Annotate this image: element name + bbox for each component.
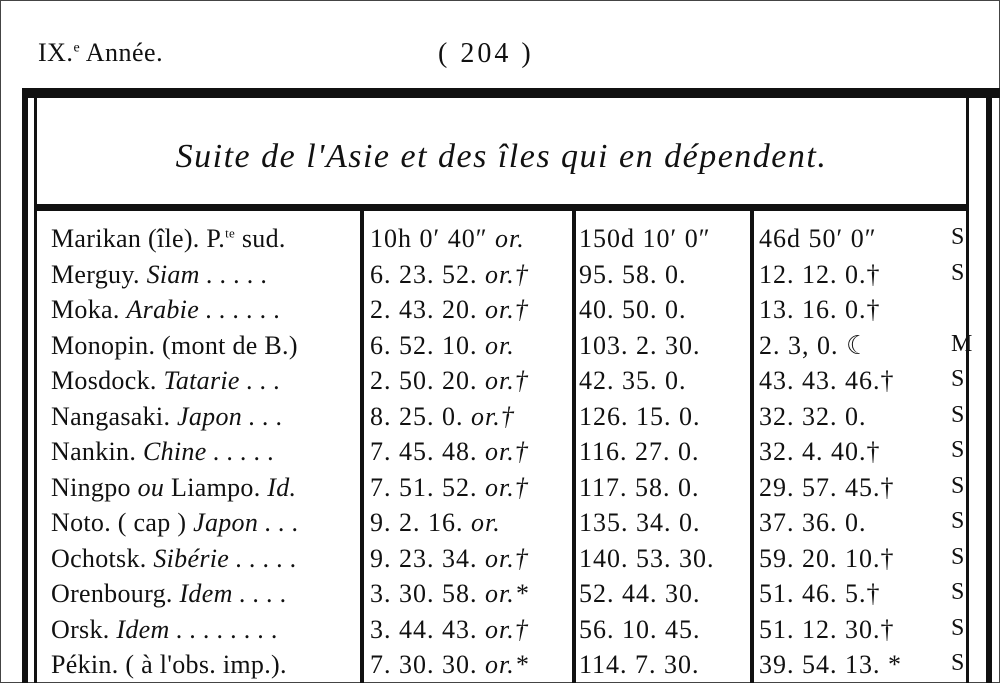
latitude-cell: 39. 54. 13. * xyxy=(759,650,902,679)
flag-cell: S xyxy=(951,614,965,641)
place-name: Orenbourg. xyxy=(51,579,180,608)
time-cell xyxy=(370,366,570,396)
time-value: 10h 0′ 40″ xyxy=(370,224,488,253)
place-sup: te xyxy=(225,225,236,241)
region-name: Chine . . . . . xyxy=(142,437,275,466)
obs-mark: or.* xyxy=(485,650,529,679)
time-value: 2. 43. 20. xyxy=(370,295,478,324)
time-value: 9. 23. 34. xyxy=(370,543,478,573)
latitude-cell: 12. 12. 0.† xyxy=(759,259,881,289)
flag-cell: M xyxy=(951,330,973,357)
longitude-cell: 42. 35. 0. xyxy=(579,366,687,395)
table-row xyxy=(37,329,997,365)
table-row xyxy=(37,222,997,258)
time-value: 7. 30. 30. xyxy=(370,650,478,679)
obs-mark: or.† xyxy=(485,614,529,644)
longitude-cell: 150d 10′ 0″ xyxy=(579,224,711,253)
longitude-cell: 40. 50. 0. xyxy=(579,295,687,324)
latitude-cell: 51. 12. 30.† xyxy=(759,614,895,644)
longitude-cell: 140. 53. 30. xyxy=(579,543,715,573)
latitude-cell: 51. 46. 5.† xyxy=(759,579,881,608)
place-cell xyxy=(51,331,361,361)
latitude-cell: 13. 16. 0.† xyxy=(759,295,881,324)
region-name: Sibérie . . . . . xyxy=(153,543,298,573)
time-cell xyxy=(370,544,570,574)
time-value: 2. 50. 20. xyxy=(370,366,478,395)
place-cell xyxy=(51,402,361,432)
longitude-cell: 56. 10. 45. xyxy=(579,614,701,644)
region-name: ou xyxy=(137,472,165,502)
obs-mark: or. xyxy=(495,224,525,253)
flag-cell: S xyxy=(951,579,965,605)
place-name: Monopin. (mont de B.) xyxy=(51,330,298,360)
place-name: Merguy. xyxy=(51,259,147,289)
latitude-cell: 29. 57. 45.† xyxy=(759,472,895,502)
latitude-cell: 32. 32. 0. xyxy=(759,401,867,431)
place-name: Nankin. xyxy=(51,437,143,466)
region-name: Tatarie . . . xyxy=(163,366,281,395)
place-name: Ningpo xyxy=(51,472,138,502)
place-name: Moka. xyxy=(51,295,127,324)
longitude-cell: 103. 2. 30. xyxy=(579,330,701,360)
latitude-cell: 59. 20. 10.† xyxy=(759,543,895,573)
region-name: Idem . . . . . . . . xyxy=(116,614,279,644)
obs-mark: or.† xyxy=(485,437,529,466)
region-name: Arabie . . . . . . xyxy=(126,295,281,324)
latitude-cell: 46d 50′ 0″ xyxy=(759,224,877,253)
place-suffix: sud. xyxy=(235,224,286,253)
time-cell xyxy=(370,579,570,609)
place-cell xyxy=(51,473,361,503)
longitude-cell: 114. 7. 30. xyxy=(579,650,700,679)
place-cell xyxy=(51,260,361,290)
table-title: Suite de l'Asie et des îles qui en dépendent. xyxy=(175,138,828,175)
flag-cell: S xyxy=(951,224,965,250)
table-row xyxy=(37,364,997,400)
place-cell xyxy=(51,544,361,574)
time-cell xyxy=(370,402,570,432)
obs-mark: or.† xyxy=(485,259,529,289)
flag-cell: S xyxy=(951,401,965,428)
table-top-rule xyxy=(22,88,1000,98)
latitude-cell: 2. 3, 0. ☾ xyxy=(759,330,871,360)
page-number: ( 204 ) xyxy=(438,38,534,69)
place-cell xyxy=(51,508,361,538)
place-cell xyxy=(51,295,361,325)
obs-mark: or.† xyxy=(485,366,529,395)
obs-mark: or.† xyxy=(485,295,529,324)
time-value: 6. 52. 10. xyxy=(370,330,478,360)
time-cell xyxy=(370,615,570,645)
place-cell xyxy=(51,437,361,467)
volume-suffix: Année. xyxy=(80,38,164,67)
flag-cell: S xyxy=(951,543,965,570)
flag-cell: S xyxy=(951,437,965,463)
region-name: Siam . . . . . xyxy=(146,259,268,289)
time-cell xyxy=(370,437,570,467)
longitude-cell: 116. 27. 0. xyxy=(579,437,700,466)
time-cell xyxy=(370,508,570,538)
obs-mark: or.† xyxy=(485,472,529,502)
obs-mark: or.* xyxy=(485,579,529,608)
table-row xyxy=(37,648,997,684)
table-body xyxy=(37,222,997,684)
flag-cell: S xyxy=(951,650,965,676)
place-cell xyxy=(51,650,361,680)
time-value: 9. 2. 16. xyxy=(370,508,464,537)
obs-mark: or. xyxy=(471,508,501,537)
place-name: Orsk. xyxy=(51,614,117,644)
table-row xyxy=(37,400,997,436)
obs-mark: or.† xyxy=(471,401,515,431)
time-value: 6. 23. 52. xyxy=(370,259,478,289)
place-name: Ochotsk. xyxy=(51,543,154,573)
longitude-cell: 95. 58. 0. xyxy=(579,259,687,289)
latitude-cell: 32. 4. 40.† xyxy=(759,437,881,466)
flag-cell: S xyxy=(951,472,965,499)
volume-prefix: IX. xyxy=(38,38,74,67)
table-row xyxy=(37,542,997,578)
flag-cell: S xyxy=(951,366,965,392)
place-name: Pékin. ( à l'obs. imp.). xyxy=(51,650,287,679)
place-name: Mosdock. xyxy=(51,366,164,395)
volume-sup: e xyxy=(73,40,81,56)
place-name: Noto. ( cap ) xyxy=(51,508,194,537)
longitude-cell: 135. 34. 0. xyxy=(579,508,701,537)
latitude-cell: 43. 43. 46.† xyxy=(759,366,895,395)
time-value: 7. 45. 48. xyxy=(370,437,478,466)
flag-cell: S xyxy=(951,508,965,534)
table-left-rule xyxy=(22,88,28,683)
flag-cell: S xyxy=(951,259,965,286)
time-cell xyxy=(370,331,570,361)
longitude-cell: 117. 58. 0. xyxy=(579,472,700,502)
time-cell xyxy=(370,295,570,325)
time-value: 7. 51. 52. xyxy=(370,472,478,502)
time-cell xyxy=(370,473,570,503)
time-value: 8. 25. 0. xyxy=(370,401,464,431)
title-rule xyxy=(37,204,966,211)
region-name: Idem . . . . xyxy=(179,579,288,608)
longitude-cell: 52. 44. 30. xyxy=(579,579,701,608)
place-after: Liampo. xyxy=(164,472,268,502)
region-name-2: Id. xyxy=(267,472,297,502)
table-title-box xyxy=(37,98,966,206)
time-cell xyxy=(370,650,570,680)
table-row xyxy=(37,613,997,649)
time-cell xyxy=(370,224,570,254)
table-row xyxy=(37,258,997,294)
table-row xyxy=(37,435,997,471)
time-cell xyxy=(370,260,570,290)
place-cell xyxy=(51,366,361,396)
table-row xyxy=(37,577,997,613)
latitude-cell: 37. 36. 0. xyxy=(759,508,867,537)
table-row xyxy=(37,293,997,329)
table-row xyxy=(37,506,997,542)
place-cell xyxy=(51,224,361,254)
obs-mark: or. xyxy=(485,330,515,360)
longitude-cell: 126. 15. 0. xyxy=(579,401,701,431)
place-cell xyxy=(51,615,361,645)
region-name: Japon . . . xyxy=(177,401,283,431)
place-name: Marikan (île). P. xyxy=(51,224,226,253)
place-cell xyxy=(51,579,361,609)
obs-mark: or.† xyxy=(485,543,529,573)
volume-heading xyxy=(38,38,163,68)
place-name: Nangasaki. xyxy=(51,401,178,431)
time-value: 3. 44. 43. xyxy=(370,614,478,644)
region-name: Japon . . . xyxy=(193,508,299,537)
table-row xyxy=(37,471,997,507)
time-value: 3. 30. 58. xyxy=(370,579,478,608)
